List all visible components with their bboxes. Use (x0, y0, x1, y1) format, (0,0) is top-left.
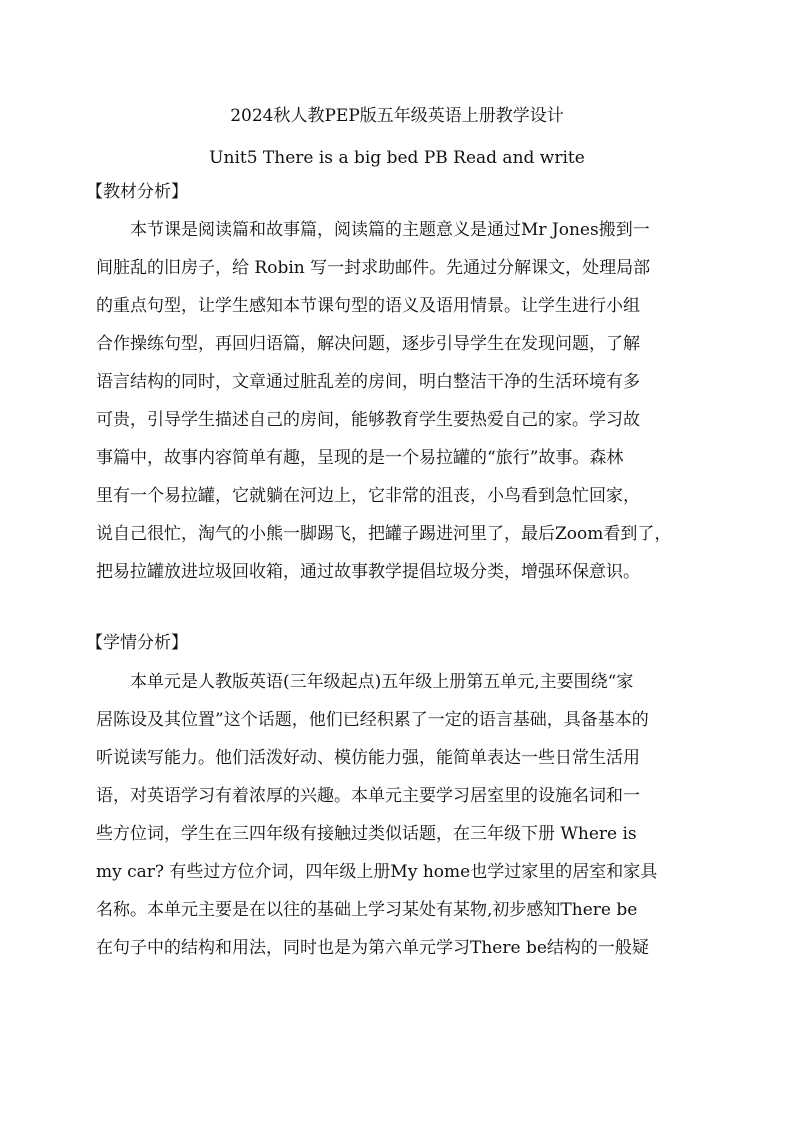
paragraph-line: 语言结构的同时，文章通过脏乱差的房间，明白整洁干净的生活环境有多 (96, 372, 640, 392)
paragraph-line: 合作操练句型，再回归语篇，解决问题，逐步引导学生在发现问题，了解 (96, 334, 640, 354)
paragraph-line: 听说读写能力。他们活泼好动、模仿能力强，能简单表达一些日常生活用 (96, 748, 640, 768)
paragraph-line: 的重点句型，让学生感知本节课句型的语义及语用情景。让学生进行小组 (96, 296, 640, 316)
paragraph-line: 在句子中的结构和用法，同时也是为第六单元学习There be结构的一般疑 (96, 938, 649, 958)
document-title: 2024秋人教PEP版五年级英语上册教学设计 (230, 106, 564, 126)
paragraph-line: 间脏乱的旧房子，给 Robin 写一封求助邮件。先通过分解课文，处理局部 (96, 258, 651, 278)
section-heading-textbook-analysis: 【教材分析】 (86, 182, 188, 202)
paragraph-line: 本节课是阅读篇和故事篇，阅读篇的主题意义是通过Mr Jones搬到一 (130, 220, 650, 240)
paragraph-line: 事篇中，故事内容简单有趣，呈现的是一个易拉罐的“旅行”故事。森林 (96, 448, 624, 468)
paragraph-line: 居陈设及其位置”这个话题，他们已经积累了一定的语言基础，具备基本的 (96, 710, 649, 730)
paragraph-line: 语，对英语学习有着浓厚的兴趣。本单元主要学习居室里的设施名词和一 (96, 786, 640, 806)
paragraph-line: my car? 有些过方位介词，四年级上册My home也学过家里的居室和家具 (96, 862, 658, 882)
paragraph-line: 把易拉罐放进垃圾回收箱，通过故事教学提倡垃圾分类，增强环保意识。 (96, 562, 640, 582)
document-subtitle: Unit5 There is a big bed PB Read and write (209, 148, 585, 168)
paragraph-line: 里有一个易拉罐，它就躺在河边上，它非常的沮丧，小鸟看到急忙回家， (96, 486, 640, 506)
section-heading-learner-analysis: 【学情分析】 (86, 633, 188, 653)
paragraph-line: 名称。本单元主要是在以往的基础上学习某处有某物,初步感知There be (96, 900, 638, 920)
paragraph-line: 本单元是人教版英语(三年级起点)五年级上册第五单元,主要围绕“家 (130, 672, 634, 692)
paragraph-line: 些方位词，学生在三四年级有接触过类似话题，在三年级下册 Where is (96, 824, 637, 844)
paragraph-line: 说自己很忙，淘气的小熊一脚踢飞，把罐子踢进河里了，最后Zoom看到了， (96, 524, 672, 544)
paragraph-line: 可贵，引导学生描述自己的房间，能够教育学生要热爱自己的家。学习故 (96, 410, 640, 430)
